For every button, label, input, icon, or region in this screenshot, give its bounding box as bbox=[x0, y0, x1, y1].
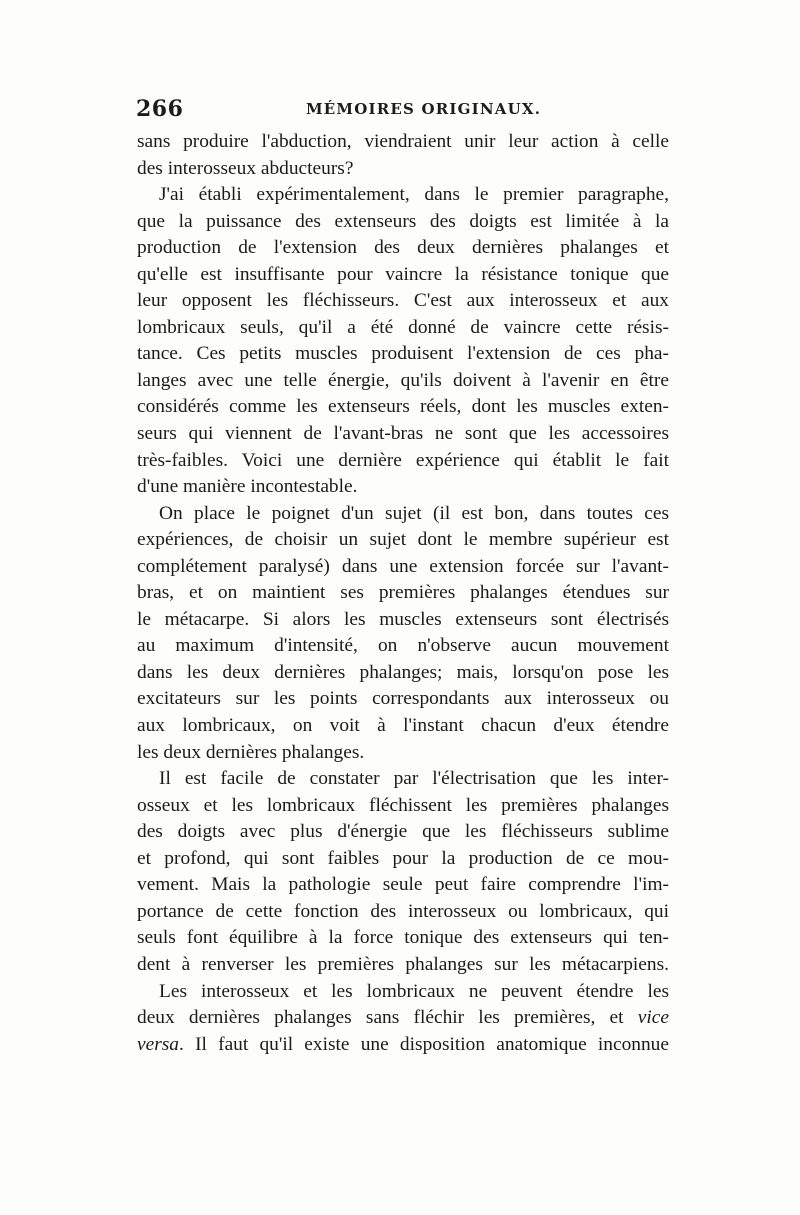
text-line: portance de cette fonction des interosseux ou lombricaux, qui bbox=[137, 900, 669, 922]
page-header bbox=[136, 96, 666, 126]
text-line: des interosseux abducteurs? bbox=[137, 157, 354, 179]
text-line: lombricaux seuls, qu'il a été donné de vaincre cette résis- bbox=[137, 316, 669, 338]
text-line: excitateurs sur les points correspondants aux interosseux ou bbox=[137, 688, 669, 710]
text-line: sans produire l'abduction, viendraient unir leur action à celle bbox=[137, 131, 669, 152]
text-line: langes avec une telle énergie, qu'ils doivent à l'avenir en être bbox=[137, 369, 669, 391]
latin-phrase: versa bbox=[137, 1033, 180, 1055]
text-line: J'ai établi expérimentalement, dans le premier paragraphe, bbox=[159, 184, 669, 206]
text-line: dans les deux dernières phalanges; mais, lorsqu'on pose les bbox=[137, 661, 669, 683]
text-line: considérés comme les extenseurs réels, dont les muscles exten- bbox=[137, 396, 669, 418]
text-line: Il est facile de constater par l'électrisation que les inter- bbox=[159, 768, 669, 790]
text-line-mixed bbox=[137, 1032, 669, 1059]
text-line: le métacarpe. Si alors les muscles extenseurs sont électrisés bbox=[137, 608, 669, 630]
page-number: 266 bbox=[136, 96, 184, 122]
text-line: vement. Mais la pathologie seule peut faire comprendre l'im- bbox=[137, 874, 669, 896]
text-line: très-faibles. Voici une dernière expérience qui établit le fait bbox=[137, 449, 669, 471]
text-line: qu'elle est insuffisante pour vaincre la résistance tonique que bbox=[137, 263, 669, 285]
text-line: des doigts avec plus d'énergie que les fléchisseurs sublime bbox=[137, 821, 669, 843]
text-line: au maximum d'intensité, on n'observe aucun mouvement bbox=[137, 635, 669, 657]
text-line: bras, et on maintient ses premières phalanges étendues sur bbox=[137, 582, 669, 604]
text-line: Les interosseux et les lombricaux ne peuvent étendre les bbox=[159, 980, 669, 1002]
text-line: On place le poignet d'un sujet (il est bon, dans toutes ces bbox=[159, 502, 669, 524]
running-head: MÉMOIRES ORIGINAUX. bbox=[306, 100, 542, 118]
text-line: tance. Ces petits muscles produisent l'extension de ces pha- bbox=[137, 343, 669, 365]
text-line: d'une manière incontestable. bbox=[137, 476, 358, 498]
text-line: leur opposent les fléchisseurs. C'est aux interosseux et aux bbox=[137, 290, 669, 312]
text-line: les deux dernières phalanges. bbox=[137, 741, 365, 763]
text-line-mixed bbox=[137, 1005, 669, 1032]
text-line: seuls font équilibre à la force tonique des extenseurs qui ten- bbox=[137, 927, 669, 949]
text-line: complétement paralysé) dans une extension forcée sur l'avant- bbox=[137, 555, 669, 577]
text-line: production de l'extension des deux dernières phalanges et bbox=[137, 237, 669, 259]
text-segment: . Il faut qu'il existe une disposition anatomique inconnue bbox=[179, 1033, 669, 1055]
text-line: dent à renverser les premières phalanges sur les métacarpiens. bbox=[137, 953, 669, 975]
text-line: expériences, de choisir un sujet dont le membre supérieur est bbox=[137, 529, 669, 551]
body-text bbox=[137, 129, 669, 1058]
latin-phrase: vice bbox=[637, 1007, 669, 1029]
text-line: seurs qui viennent de l'avant-bras ne sont que les accessoires bbox=[137, 423, 669, 445]
text-line: et profond, qui sont faibles pour la production de ce mou- bbox=[137, 847, 669, 869]
text-line: osseux et les lombricaux fléchissent les premières phalanges bbox=[137, 794, 669, 816]
text-segment: deux dernières phalanges sans fléchir les premières, et bbox=[137, 1007, 624, 1029]
text-line: que la puissance des extenseurs des doigts est limitée à la bbox=[137, 210, 669, 232]
text-line: aux lombricaux, on voit à l'instant chacun d'eux étendre bbox=[137, 715, 669, 737]
